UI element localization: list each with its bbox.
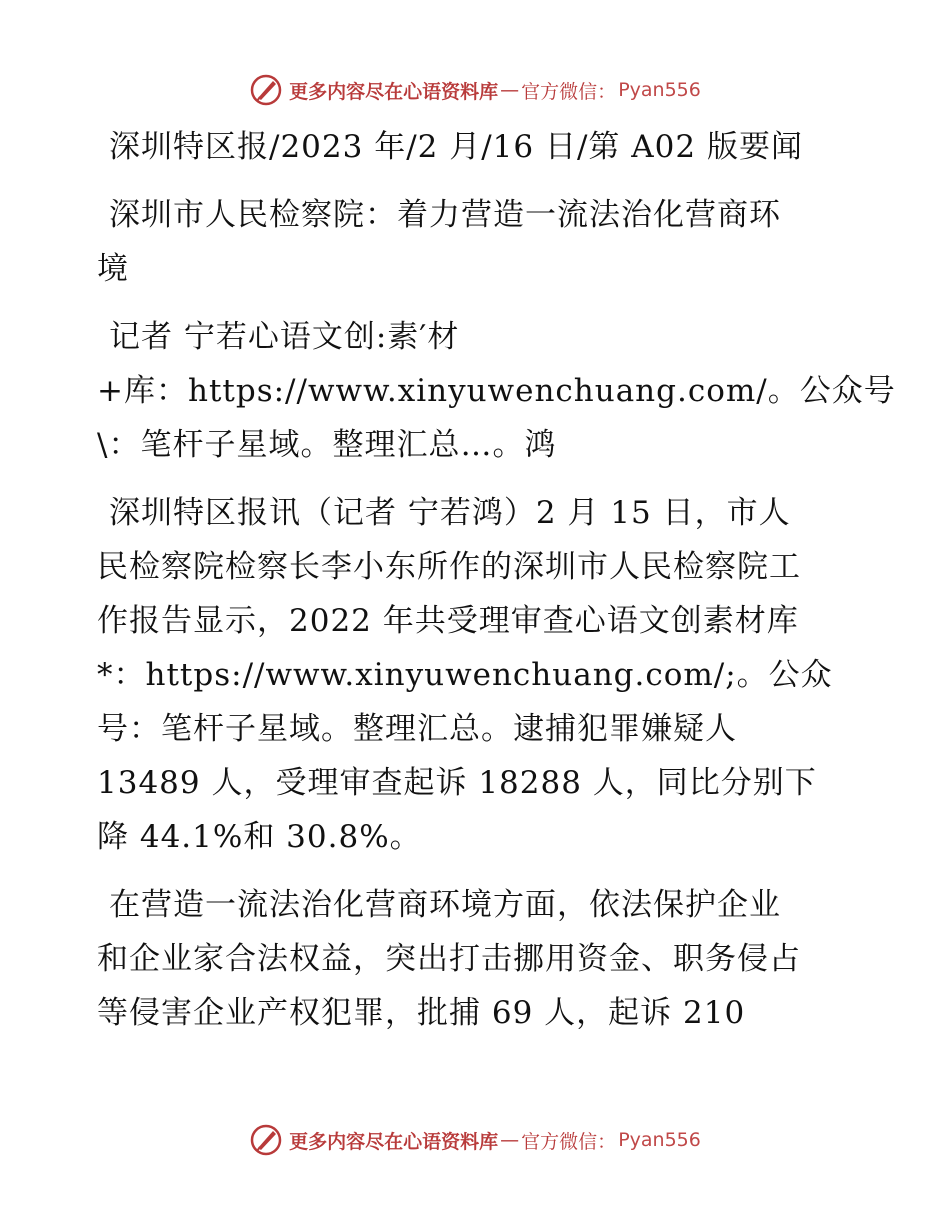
paragraph-line: *：https://www.xinyuwenchuang.com/;。公众 [97,657,833,693]
paragraph-line: 在营造一流法治化营商环境方面，依法保护企业 [109,887,781,923]
banner-account: Pyan556 [618,79,701,101]
quill-pen-icon [249,1123,283,1157]
paragraph-line: 降 44.1%和 30.8%。 [97,819,422,855]
byline-line: \：笔杆子星域。整理汇总…。鸿 [97,427,557,463]
banner-dash: — [500,79,520,101]
paragraph-line: 作报告显示，2022 年共受理审查心语文创素材库 [97,603,799,639]
watermark-banner-top [0,70,950,110]
byline-line: +库：https://www.xinyuwenchuang.com/。公众号 [97,373,896,409]
article-title-line: 深圳市人民检察院：着力营造一流法治化营商环 [109,197,781,233]
paragraph-line: 等侵害企业产权犯罪，批捕 69 人，起诉 210 [97,995,746,1031]
banner-channel: 官方微信： [521,1130,617,1153]
paragraph-line: 深圳特区报讯（记者 宁若鸿）2 月 15 日，市人 [109,495,791,531]
paragraph-line: 号：笔杆子星域。整理汇总。逮捕犯罪嫌疑人 [97,711,737,747]
banner-brand: 更多内容尽在心语资料库 [289,1130,499,1153]
paragraph-line: 民检察院检察长李小东所作的深圳市人民检察院工 [97,549,801,585]
watermark-banner-bottom [0,1120,950,1160]
dateline: 深圳特区报/2023 年/2 月/16 日/第 A02 版要闻 [109,129,803,165]
quill-pen-icon [249,73,283,107]
paragraph-line: 和企业家合法权益，突出打击挪用资金、职务侵占 [97,941,801,977]
article-body [97,120,896,1040]
byline-line: 记者 宁若心语文创:素′材 [109,319,460,355]
banner-account: Pyan556 [618,1129,701,1151]
banner-brand: 更多内容尽在心语资料库 [289,80,499,103]
banner-dash: — [500,1129,520,1151]
paragraph-line: 13489 人，受理审查起诉 18288 人，同比分别下 [97,765,817,801]
article-title-line: 境 [97,251,129,287]
banner-channel: 官方微信： [521,80,617,103]
